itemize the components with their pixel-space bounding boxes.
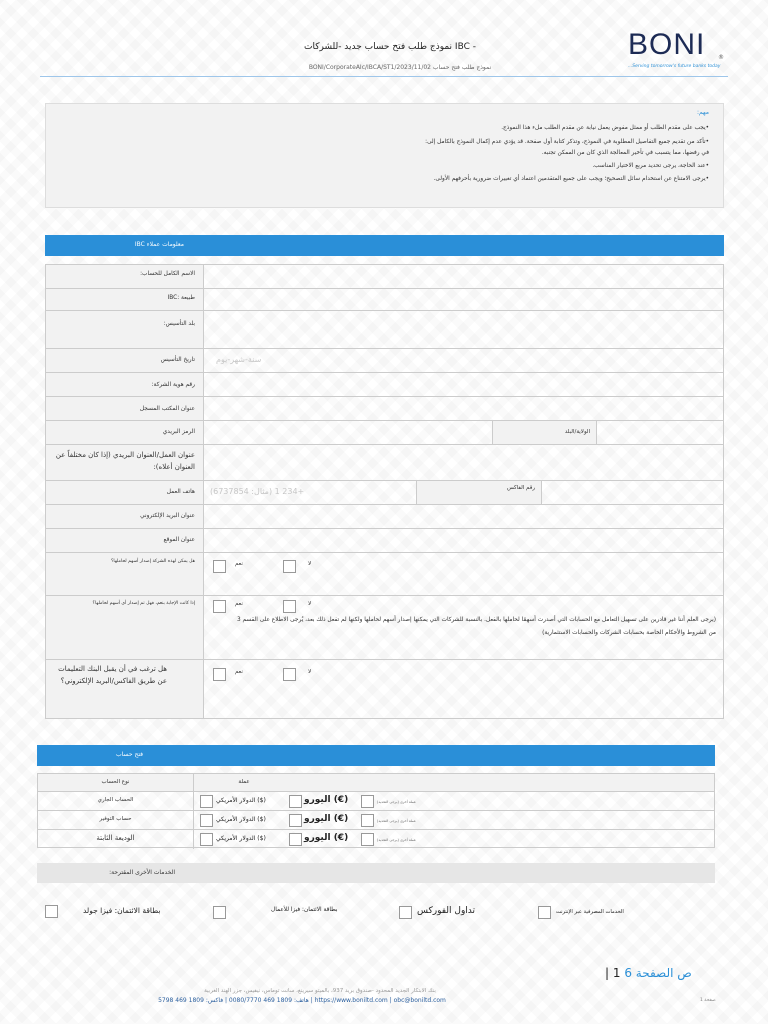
country-label: بلد التأسيس: xyxy=(46,311,204,348)
account-row-current xyxy=(38,792,714,811)
no-label: لا xyxy=(308,601,312,607)
email-row xyxy=(46,505,723,529)
registered-office-field[interactable] xyxy=(204,397,723,420)
other-services-title: الخدمات الأخرى المقترحة: xyxy=(109,869,175,876)
eur-checkbox[interactable] xyxy=(289,795,302,808)
fax-field[interactable] xyxy=(542,481,723,504)
account-row-fixed-deposit xyxy=(38,830,714,849)
registered-office-row xyxy=(46,397,723,421)
ibc-section-title: معلومات عملاء IBC xyxy=(134,241,184,248)
other-currency-label: عملة أخرى (يرجى التحديد) xyxy=(377,838,417,842)
company-id-label: رقم هوية الشركة: xyxy=(46,373,204,396)
no-label: لا xyxy=(308,561,312,567)
important-notice xyxy=(45,103,724,208)
fax-instructions-no-checkbox[interactable] xyxy=(283,668,296,681)
usd-label: الدولار الأمريكي ($) xyxy=(216,816,266,823)
no-label: لا xyxy=(308,669,312,675)
visa-gold-checkbox[interactable] xyxy=(45,905,58,918)
usd-checkbox[interactable] xyxy=(200,833,213,846)
ibc-section-header xyxy=(45,235,724,256)
other-currency-label: عملة أخرى (يرجى التحديد) xyxy=(377,800,417,804)
other-currency-checkbox[interactable] xyxy=(361,795,374,808)
postal-code-label: الرمز البريدي xyxy=(46,421,204,444)
other-services-header xyxy=(37,863,715,883)
other-currency-checkbox[interactable] xyxy=(361,814,374,827)
online-banking-checkbox[interactable] xyxy=(538,906,551,919)
fax-instructions-question: هل ترغب في أن يقبل البنك التعليمات عن طريق الفاكس/البريد الإلكتروني؟ xyxy=(46,660,204,718)
fax-instructions-yes-checkbox[interactable] xyxy=(213,668,226,681)
notice-line: •يرجى الامتناع عن استخدام سائل التصحيح؛ ويجب على جميع المتقدمين اعتماد أي تغييرات ضرورية بأحرفهم الأولى. xyxy=(433,176,709,182)
registered-office-label: عنوان المكتب المسجل xyxy=(46,397,204,420)
bearer-issued-yes-checkbox[interactable] xyxy=(213,600,226,613)
eur-checkbox[interactable] xyxy=(289,833,302,846)
email-label: عنوان البريد الإلكتروني xyxy=(46,505,204,528)
bearer-issued-question: إذا كانت الإجابة بنعم، فهل تم إصدار أي أسهم لحاملها؟ xyxy=(46,596,204,659)
notice-line: في رفضها، مما يتسبب في تأخير المعالجة الذي كان من الممكن تجنبه. xyxy=(541,150,709,156)
nature-row xyxy=(46,289,723,311)
fax-label: رقم الفاكس xyxy=(416,481,542,504)
notice-line: •عند الحاجة، يرجى تحديد مربع الاختيار المناسب. xyxy=(592,163,709,169)
work-phone-label: هاتف العمل xyxy=(46,481,204,504)
business-address-row xyxy=(46,445,723,481)
date-row xyxy=(46,349,723,373)
website-row xyxy=(46,529,723,553)
footer-address: بنك الابتكار الجديد المحدود -صندوق بريد 937، بالميتو سيرينغ، سانت توماس، نيفيس، جزر الهند الغربية xyxy=(204,988,436,994)
notice-line: •يجب على مقدم الطلب أو ممثل مفوض يعمل نيابة عن مقدم الطلب ملء هذا النموذج. xyxy=(501,125,709,131)
date-label: تاريخ التأسيس xyxy=(46,349,204,372)
account-type: الحساب الجاري xyxy=(38,792,194,810)
fax-instructions-row xyxy=(46,660,723,718)
postal-code-field[interactable] xyxy=(204,421,492,444)
boni-logo: BONI xyxy=(628,28,706,61)
usd-checkbox[interactable] xyxy=(200,795,213,808)
notice-title: مهم: xyxy=(697,109,709,116)
form-reference: BONI/CorporateAIc/IBCA/ST1/2023/11/02 نموذج طلب فتح حساب xyxy=(308,64,492,71)
full-name-label: الاسم الكامل للحساب: xyxy=(46,265,204,288)
country-field[interactable] xyxy=(204,311,723,348)
yes-label: نعم xyxy=(235,601,243,607)
postal-row xyxy=(46,421,723,445)
online-banking-label: الخدمات المصرفية عبر الإنترنت xyxy=(556,909,624,915)
logo-tagline: ...Serving tomorrow's future banks today xyxy=(628,64,721,69)
work-phone-field[interactable] xyxy=(204,481,416,504)
full-name-field[interactable] xyxy=(204,265,723,288)
bearer-shares-question: هل يمكن لهذه الشركة إصدار أسهم لحاملها؟ xyxy=(46,553,204,595)
yes-label: نعم xyxy=(235,669,243,675)
account-type-column-header: نوع الحساب xyxy=(38,774,194,791)
website-label: عنوان الموقع xyxy=(46,529,204,552)
account-section-title: فتح حساب xyxy=(116,751,143,758)
eur-label: اليورو (€) xyxy=(304,833,349,843)
account-table-header xyxy=(38,774,714,792)
page-number xyxy=(605,966,692,980)
website-field[interactable] xyxy=(204,529,723,552)
page-num: 6 xyxy=(624,966,632,980)
footer-page-small: صفحة 1 xyxy=(700,998,716,1003)
company-id-field[interactable] xyxy=(204,373,723,396)
account-table xyxy=(37,773,715,848)
ibc-form xyxy=(45,264,724,719)
yes-label: نعم xyxy=(235,561,243,567)
footer-contact: هاتف: 1809 469 0080/7770 | فاكس: 1809 469 5798 | https://www.boniltd.com | obc@boniltd.com xyxy=(158,997,446,1004)
bearer-shares-row xyxy=(46,553,723,596)
notice-line: •تأكد من تقديم جميع التفاصيل المطلوبة في النموذج، وتذكر كتابة أول صفحة. قد يؤدي عدم إكمال النموذج بالكامل إلى: xyxy=(425,139,709,145)
header-divider xyxy=(40,76,728,77)
usd-checkbox[interactable] xyxy=(200,814,213,827)
eur-label: اليورو (€) xyxy=(304,814,349,824)
other-currency-label: عملة أخرى (يرجى التحديد) xyxy=(377,819,417,823)
currency-column-header: عملة xyxy=(238,779,250,785)
registered-mark: ® xyxy=(718,54,724,61)
state-label: الولاية/البلد xyxy=(492,421,597,444)
eur-label: اليورو (€) xyxy=(304,795,349,805)
other-currency-checkbox[interactable] xyxy=(361,833,374,846)
nature-field[interactable] xyxy=(204,289,723,310)
form-title: نموذج طلب فتح حساب جديد -للشركات IBC - xyxy=(303,42,476,52)
account-type: الوديعة الثابتة xyxy=(38,830,194,849)
bearer-shares-note: (يرجى العلم أننا غير قادرين على تسهيل التعامل مع الحسابات التي أصدرت أسهمًا لحاملها بالفعل. بالنسبة للشركات التي يمكنها إصدار أسهم لحاملها ولكنها لم تفعل ذلك بعد، يُرجى الاطلاع على القسم 3 من الشروط والأحكام الخاصة بحسابات الشركات والحسابات الاستثمارية) xyxy=(237,617,716,636)
account-row-savings xyxy=(38,811,714,830)
visa-business-label: بطاقة الائتمان: فيزا للأعمال xyxy=(271,907,338,913)
bearer-issued-row xyxy=(46,596,723,660)
bearer-shares-yes-checkbox[interactable] xyxy=(213,560,226,573)
company-id-row xyxy=(46,373,723,397)
visa-business-checkbox[interactable] xyxy=(213,906,226,919)
forex-trading-checkbox[interactable] xyxy=(399,906,412,919)
business-address-field[interactable] xyxy=(204,445,723,480)
page-label: ص الصفحة xyxy=(635,966,692,980)
eur-checkbox[interactable] xyxy=(289,814,302,827)
account-type: حساب التوفير xyxy=(38,811,194,829)
date-field[interactable] xyxy=(204,349,723,372)
usd-label: الدولار الأمريكي ($) xyxy=(216,835,266,842)
full-name-row xyxy=(46,265,723,289)
phone-row xyxy=(46,481,723,505)
usd-label: الدولار الأمريكي ($) xyxy=(216,797,266,804)
visa-gold-label: بطاقة الائتمان: فيزا جولد xyxy=(83,906,161,915)
date-placeholder: سنة-شهر-يوم xyxy=(216,355,262,364)
business-address-label: عنوان العمل/العنوان البريدي (إذا كان مختلفاً عن العنوان أعلاه): xyxy=(46,445,204,480)
bearer-issued-no-checkbox[interactable] xyxy=(283,600,296,613)
page-sep: | 1 xyxy=(605,966,621,980)
account-section-header xyxy=(37,745,715,766)
bearer-shares-no-checkbox[interactable] xyxy=(283,560,296,573)
phone-placeholder: (مثال: 6737854) 234 1+ xyxy=(210,487,305,496)
country-row xyxy=(46,311,723,349)
nature-label: طبيعة :IBC xyxy=(46,289,204,310)
state-field[interactable] xyxy=(597,421,723,444)
forex-trading-label: تداول الفوركس xyxy=(417,906,476,916)
email-field[interactable] xyxy=(204,505,723,528)
